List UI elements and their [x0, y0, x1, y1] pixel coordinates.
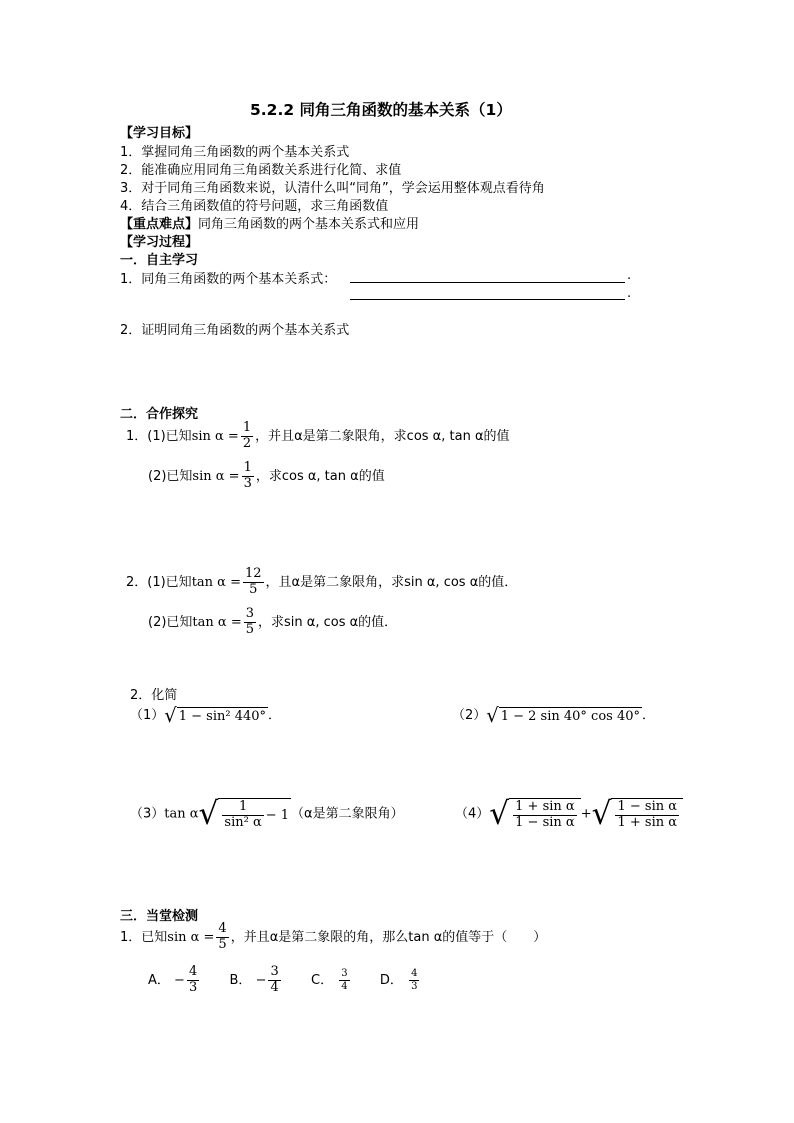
- fraction: [222, 800, 263, 831]
- problem-suffix: ，求sin α, cos α的值．: [258, 614, 398, 630]
- radical-sign: √: [486, 704, 499, 727]
- simplify-item-2: [452, 704, 655, 727]
- problem-2-1: [126, 567, 517, 598]
- process-heading: 【学习过程】: [120, 235, 199, 250]
- fraction-denominator: 5: [245, 621, 254, 637]
- objective-item: 3．对于同角三角函数来说，认清什么叫“同角”，学会运用整体观点看待角: [120, 181, 545, 196]
- fraction-numerator: 1 − sin α: [617, 798, 678, 814]
- fraction: [409, 968, 419, 992]
- item-label: （3）: [130, 806, 165, 822]
- fraction: [268, 965, 280, 996]
- objective-item: 4．结合三角函数值的符号问题，求三角函数值: [120, 199, 389, 214]
- fraction-numerator: 1: [242, 420, 252, 435]
- item-note: （α是第二象限角）: [291, 806, 404, 822]
- simplify-item-1: [130, 704, 281, 727]
- radical-sign: √: [198, 796, 219, 832]
- problem-lhs: sin α =: [192, 468, 240, 484]
- fraction-numerator: 1: [243, 460, 252, 475]
- problem-2-2: [148, 607, 397, 638]
- option-a[interactable]: [148, 964, 201, 995]
- fraction-numerator: 3: [341, 968, 348, 980]
- section2-heading: 二．合作探究: [120, 407, 199, 422]
- fraction-numerator: 3: [245, 606, 254, 621]
- test-question-1: [120, 922, 546, 953]
- problem-prefix: 1．已知: [120, 929, 168, 945]
- simplify-item-4: [455, 796, 683, 832]
- problem-lhs: tan α =: [192, 614, 242, 630]
- simplify-heading: 2．化简: [130, 688, 178, 703]
- fraction-denominator: 5: [218, 936, 227, 952]
- radicand: 1 − 2 sin 40° cos 40°: [500, 709, 641, 724]
- item-tail: ．: [642, 708, 656, 723]
- fraction-numerator: 12: [244, 566, 262, 581]
- problem-prefix: 1．(1)已知: [126, 428, 192, 444]
- problem-prefix: (2)已知: [148, 468, 193, 484]
- key-points-heading: 【重点难点】: [120, 217, 199, 232]
- fraction: [216, 922, 228, 953]
- fraction-numerator: 1 + sin α: [515, 798, 575, 814]
- item-label: （1）: [130, 708, 165, 723]
- problem-lhs: sin α =: [167, 929, 215, 945]
- fraction-numerator: 4: [188, 964, 198, 979]
- objectives-heading: 【学习目标】: [120, 126, 199, 141]
- section1-q1: 1．同角三角函数的两个基本关系式：: [120, 272, 337, 287]
- radicand: [509, 798, 581, 831]
- test-options: [148, 965, 421, 996]
- radicand: [611, 798, 683, 831]
- objective-item: 2．能准确应用同角三角函数关系进行化简、求值: [120, 163, 402, 178]
- item-label: （4）: [455, 806, 490, 822]
- item-tail: ．: [268, 708, 282, 723]
- fraction-denominator: 1 − sin α: [515, 814, 575, 830]
- fraction-denominator: sin² α: [224, 814, 262, 830]
- fraction-denominator: 3: [411, 980, 418, 992]
- problem-suffix: ，求cos α, tan α的值: [255, 468, 385, 484]
- option-sign: −: [255, 972, 267, 988]
- section1-heading: 一．自主学习: [120, 253, 199, 268]
- problem-1-1: [126, 421, 510, 452]
- problem-lhs: tan α =: [191, 574, 241, 590]
- item-prefix-expr: tan α: [164, 806, 199, 822]
- fraction: [244, 607, 256, 638]
- radicand: 1 − sin² 440°: [178, 709, 267, 724]
- sqrt-expression: [199, 796, 292, 832]
- blank-period: .: [627, 268, 632, 283]
- problem-suffix: ，且α是第二象限角，求sin α, cos α的值．: [265, 574, 518, 590]
- sqrt-expression: [164, 704, 268, 727]
- radical-sign: √: [164, 704, 177, 727]
- blank-period: .: [627, 286, 632, 301]
- option-sign: −: [174, 972, 185, 988]
- problem-lhs: sin α =: [191, 428, 239, 444]
- sqrt-expression: [592, 796, 683, 832]
- key-points: [120, 213, 419, 232]
- item-label: （2）: [452, 708, 487, 723]
- option-d[interactable]: [379, 968, 422, 992]
- option-b[interactable]: [229, 964, 283, 995]
- fraction: [513, 800, 577, 831]
- fraction: [242, 461, 254, 492]
- sqrt-expression: [489, 796, 580, 832]
- problem-suffix: ，并且α是第二象限的角，那么tan α的值等于（: [230, 929, 508, 945]
- option-c[interactable]: [311, 968, 352, 992]
- option-label: C．: [311, 972, 334, 988]
- fraction-numerator: 1: [238, 798, 248, 814]
- fraction: [241, 421, 253, 452]
- radical-sign: √: [591, 796, 612, 832]
- fraction-denominator: 2: [242, 435, 252, 451]
- problem-close: ）: [533, 929, 547, 945]
- fraction: [615, 800, 679, 831]
- fraction: [243, 567, 264, 598]
- key-points-text: 同角三角函数的两个基本关系式和应用: [198, 217, 420, 232]
- problem-suffix: ，并且α是第二象限角，求cos α, tan α的值: [255, 428, 510, 444]
- fraction-denominator: 4: [341, 980, 348, 992]
- fraction-denominator: 4: [270, 979, 279, 995]
- simplify-item-3: [130, 796, 404, 832]
- fraction: [339, 968, 349, 992]
- radical-sign: √: [489, 796, 510, 832]
- problem-prefix: 2．(1)已知: [126, 574, 192, 590]
- fraction-numerator: 4: [411, 968, 418, 980]
- option-label: B．: [229, 972, 252, 988]
- option-label: A．: [148, 972, 170, 988]
- problem-1-2: [148, 461, 385, 492]
- answer-blank[interactable]: [350, 285, 625, 300]
- fraction: [187, 965, 199, 996]
- fraction-denominator: 3: [243, 475, 252, 491]
- section3-heading: 三．当堂检测: [120, 909, 199, 924]
- radicand: [218, 798, 291, 831]
- fraction-denominator: 1 + sin α: [617, 814, 678, 830]
- fraction-denominator: 5: [243, 582, 264, 598]
- section1-q2: 2．证明同角三角函数的两个基本关系式: [120, 323, 350, 338]
- objective-item: 1．掌握同角三角函数的两个基本关系式: [120, 145, 350, 160]
- sqrt-expression: [486, 704, 642, 727]
- plus-sign: +: [580, 806, 592, 822]
- fraction-numerator: 4: [218, 921, 227, 936]
- fraction-denominator: 3: [188, 979, 198, 995]
- answer-blank[interactable]: [350, 268, 625, 283]
- problem-prefix: (2)已知: [148, 614, 193, 630]
- radicand-tail: − 1: [265, 807, 290, 823]
- fraction-numerator: 3: [270, 964, 279, 979]
- option-label: D．: [379, 972, 403, 988]
- page-title: 5.2.2 同角三角函数的基本关系（1）: [250, 101, 512, 119]
